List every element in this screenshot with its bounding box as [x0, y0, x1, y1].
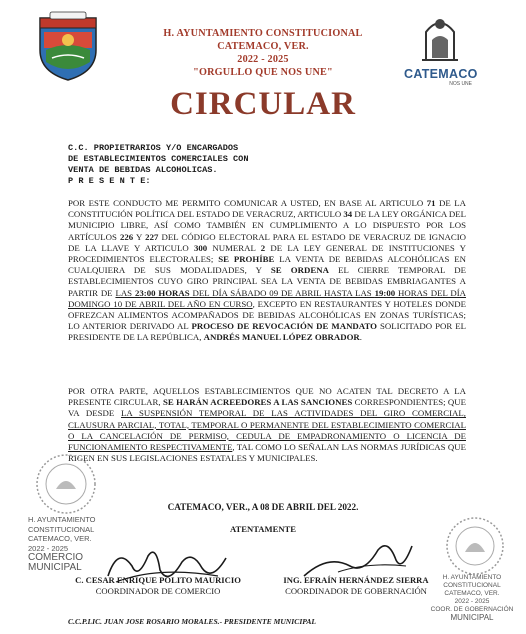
- stamp-line: H. AYUNTAMIENTO: [442, 574, 502, 581]
- stamp-line: COOR. DE GOBERNACIÓN: [430, 606, 514, 613]
- signatory-right-name: ING. EFRAÍN HERNÁNDEZ SIERRA: [283, 575, 429, 585]
- catemaco-logo-subtext: NOS UNE: [449, 81, 472, 87]
- date-line: CATEMACO, VER., A 08 DE ABRIL DEL 2022.: [167, 502, 359, 512]
- body-paragraph-2: POR OTRA PARTE, AQUELLOS ESTABLECIMIENTOS QUE NO ACATEN TAL DECRETO A LA PRESENTE CIRCULAR, SE HARÁN ACREEDORES A LAS SANCIONES CORRESPONDIENTES; QUE VA DESDE LA SUSPENSIÓN TEMPORAL DE LAS ACTIVIDADES DEL GIRO COMERCIAL, CLAUSURA PARCIAL, TOTAL, TEMPORAL O PERMANENTE DEL ESTABLECIMIENTO COMERCIAL O LA CANCELACIÓN DE PERMISO, CEDULA DE EMPADRONAMIENTO O LICENCIA DE FUNCIONAMIENTO RESPECTIVAMENTE, TAL COMO LO SEÑALAN LAS NORMAS JURÍDICAS QUE RIGEN EN SUS LEGISLACIONES ESTATALES Y MUNICIPALES.: [68, 386, 467, 464]
- signatory-right: [256, 575, 456, 597]
- page-title: CIRCULAR: [170, 86, 356, 122]
- header-line-3: 2022 - 2025: [237, 54, 289, 65]
- address-line: DE ESTABLECIMIENTOS COMERCIALES CON: [68, 154, 249, 164]
- stamp-line: CONSTITUCIONAL: [28, 524, 95, 534]
- stamp-seal-right-icon: [440, 516, 510, 576]
- stamp-line: 2022 - 2025: [28, 543, 69, 553]
- catemaco-logo: [404, 10, 476, 94]
- signatory-left-role: COORDINADOR DE COMERCIO: [95, 586, 221, 596]
- stamp-line: COMERCIO: [28, 552, 83, 563]
- signatory-left: [58, 575, 258, 597]
- stamp-line: MUNICIPAL: [28, 561, 82, 573]
- stamp-line: CATEMACO, VER.: [28, 534, 92, 543]
- catemaco-emblem-icon: [404, 10, 476, 62]
- stamp-seal-left-icon: [30, 453, 102, 515]
- stamp-line: 2022 - 2025: [454, 598, 490, 605]
- address-line: P R E S E N T E:: [68, 176, 151, 186]
- stamp-line: H. AYUNTAMIENTO: [28, 515, 96, 524]
- address-line: VENTA DE BEBIDAS ALCOHOLICAS.: [68, 165, 218, 175]
- stamp-line: CONSTITUCIONAL: [443, 582, 501, 589]
- closing-text: ATENTAMENTE: [229, 524, 297, 534]
- ccp-line: C.C.P.LIC. JUAN JOSE ROSARIO MORALES.- PRESIDENTE MUNICIPAL: [68, 617, 317, 626]
- signatory-right-role: COORDINADOR DE GOBERNACIÓN: [285, 586, 427, 596]
- stamp-line: MUNICIPAL: [450, 613, 494, 622]
- stamp-line: CATEMACO, VER.: [444, 590, 500, 597]
- header-line-1: H. AYUNTAMIENTO CONSTITUCIONAL: [163, 28, 363, 39]
- body-paragraph-1: POR ESTE CONDUCTO ME PERMITO COMUNICAR A USTED, EN BASE AL ARTICULO 71 DE LA CONSTITUCIÓN POLÍTICA DEL ESTADO DE VERACRUZ, ARTICULO 34 DE LA LEY ORGÁNICA DEL MUNICIPIO LIBRE, ASÍ COMO TAMBIÉN EN CUMPLIMIENTO A LO DISPUESTO POR LOS ARTÍCULOS 226 Y 227 DEL CÓDIGO ELECTORAL PARA EL ESTADO DE VERACRUZ DE IGNACIO DE LA LLAVE Y ARTICULO 300 NUMERAL 2 DE LA LEY GENERAL DE INSTITUCIONES Y PROCEDIMIENTOS ELECTORALES; SE PROHÍBE LA VENTA DE BEBIDAS ALCOHÓLICAS EN CUALQUIERA DE SUS MODALIDADES, Y SE ORDENA EL CIERRE TEMPORAL DE ESTABLECIMIENTOS CUYO GIRO PRINCIPAL SEA LA VENTA DE BEBIDAS EMBRIAGANTES A PARTIR DE LAS 23:00 HORAS DEL DÍA SÁBADO 09 DE ABRIL HASTA LAS 19:00 HORAS DEL DÍA DOMINGO 10 DE ABRIL DEL AÑO EN CURSO, EXCEPTO EN RESTAURANTES Y HOTELES DONDE OFREZCAN ALIMENTOS ACOMPAÑADOS DE BEBIDAS ALCOHÓLICAS EN ZONAS TURÍSTICAS; LO ANTERIOR DERIVADO AL PROCESO DE REVOCACIÓN DE MANDATO SOLICITADO POR EL PRESIDENTE DE LA REPÚBLICA, ANDRÉS MANUEL LÓPEZ OBRADOR.: [68, 198, 467, 343]
- header-line-2: CATEMACO, VER.: [217, 41, 309, 52]
- catemaco-logo-text: CATEMACO: [404, 67, 478, 81]
- address-block: [68, 143, 368, 187]
- header-slogan: "ORGULLO QUE NOS UNE": [193, 67, 333, 78]
- municipal-crest-logo: [36, 10, 100, 82]
- address-line: C.C. PROPIETRARIOS Y/O ENCARGADOS: [68, 143, 239, 153]
- signatory-left-name: C. CESAR ENRIQUE POLITO MAURICIO: [75, 575, 241, 585]
